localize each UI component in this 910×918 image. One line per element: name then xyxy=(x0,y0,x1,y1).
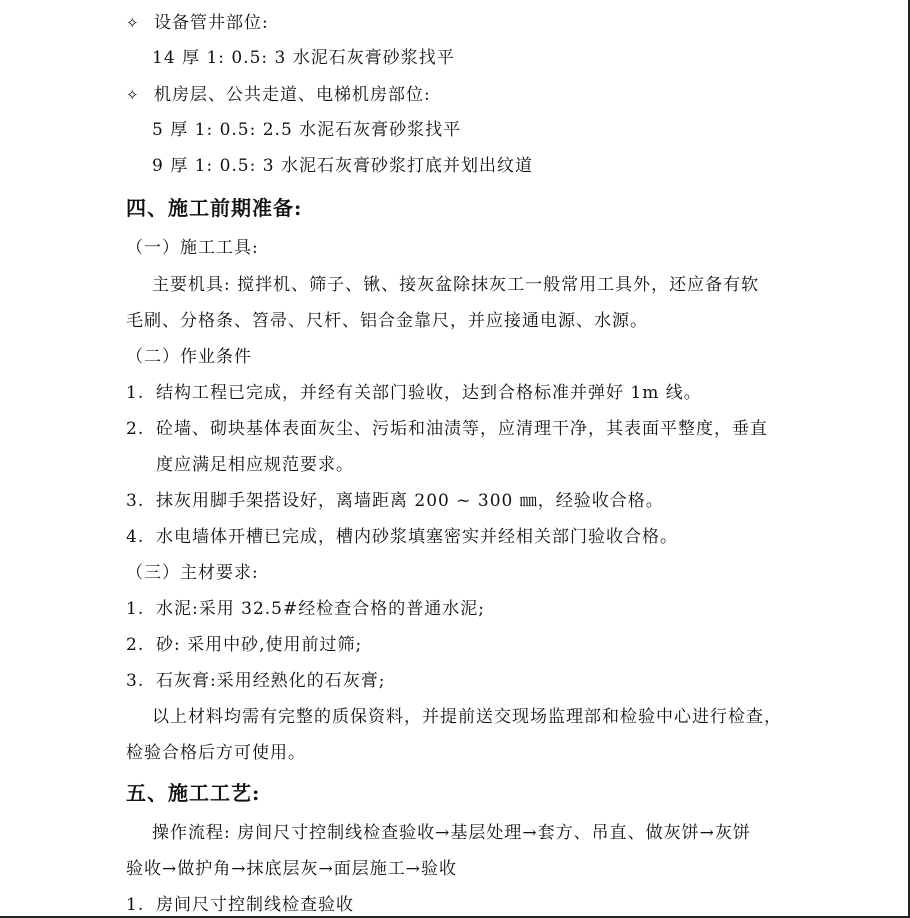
list-number: 1. xyxy=(126,383,145,403)
list-item xyxy=(126,634,362,656)
list-number: 1. xyxy=(126,895,145,915)
paragraph-line: 操作流程: 房间尺寸控制线检查验收→基层处理→套方、吊直、做灰饼→灰饼 xyxy=(152,823,751,843)
bullet-text: 机房层、公共走道、电梯机房部位: xyxy=(154,85,431,105)
list-text: 砼墙、砌块基体表面灰尘、污垢和油渍等，应清理干净，其表面平整度，垂直 xyxy=(156,419,768,439)
diamond-bullet-icon: ✧ xyxy=(126,14,140,32)
list-text: 水电墙体开槽已完成，槽内砂浆填塞密实并经相关部门验收合格。 xyxy=(156,527,678,547)
subsection-title: （二）作业条件 xyxy=(126,347,252,367)
paragraph-line: 主要机具: 搅拌机、筛子、锹、接灰盆除抹灰工一般常用工具外，还应备有软 xyxy=(152,275,760,295)
bullet-text: 设备管井部位: xyxy=(154,13,269,33)
list-item xyxy=(126,526,678,548)
diamond-bullet-icon: ✧ xyxy=(126,86,140,104)
list-number: 3. xyxy=(126,491,145,511)
list-item xyxy=(126,490,664,512)
paragraph-line: 以上材料均需有完整的质保资料，并提前送交现场监理部和检验中心进行检查， xyxy=(152,707,782,727)
list-number: 2. xyxy=(126,635,145,655)
list-text: 房间尺寸控制线检查验收 xyxy=(156,895,354,915)
list-text: 砂: 采用中砂,使用前过筛; xyxy=(156,635,363,655)
bullet-item-machine-room xyxy=(126,84,431,106)
bullet-item-equipment-shaft xyxy=(126,12,269,34)
list-continuation: 度应满足相应规范要求。 xyxy=(156,455,354,475)
spec-line: 14 厚 1: 0.5: 3 水泥石灰膏砂浆找平 xyxy=(152,48,455,68)
list-item xyxy=(126,382,702,404)
spec-line: 9 厚 1: 0.5: 3 水泥石灰膏砂浆打底并划出纹道 xyxy=(152,156,533,176)
paragraph-line: 毛刷、分格条、笤帚、尺杆、铝合金靠尺，并应接通电源、水源。 xyxy=(126,311,648,331)
subsection-title: （一）施工工具: xyxy=(126,238,259,258)
list-number: 1. xyxy=(126,599,145,619)
list-item xyxy=(126,598,485,620)
list-text: 水泥:采用 32.5#经检查合格的普通水泥; xyxy=(156,599,485,619)
paragraph-line: 验收→做护角→抹底层灰→面层施工→验收 xyxy=(126,859,457,879)
list-item xyxy=(126,418,768,440)
list-text: 石灰膏:采用经熟化的石灰膏; xyxy=(156,671,386,691)
list-item xyxy=(126,670,385,692)
subsection-title: （三）主材要求: xyxy=(126,563,259,583)
paragraph-line: 检验合格后方可使用。 xyxy=(126,743,306,763)
section-heading-4: 四、施工前期准备: xyxy=(126,196,303,220)
list-number: 4. xyxy=(126,527,145,547)
list-number: 2. xyxy=(126,419,145,439)
spec-line: 5 厚 1: 0.5: 2.5 水泥石灰膏砂浆找平 xyxy=(152,120,462,140)
list-item xyxy=(126,894,354,916)
section-heading-5: 五、施工工艺: xyxy=(126,781,261,805)
list-text: 抹灰用脚手架搭设好，离墙距离 200 ~ 300 ㎜，经验收合格。 xyxy=(156,491,664,511)
list-number: 3. xyxy=(126,671,145,691)
list-text: 结构工程已完成，并经有关部门验收，达到合格标准并弹好 1m 线。 xyxy=(156,383,702,403)
